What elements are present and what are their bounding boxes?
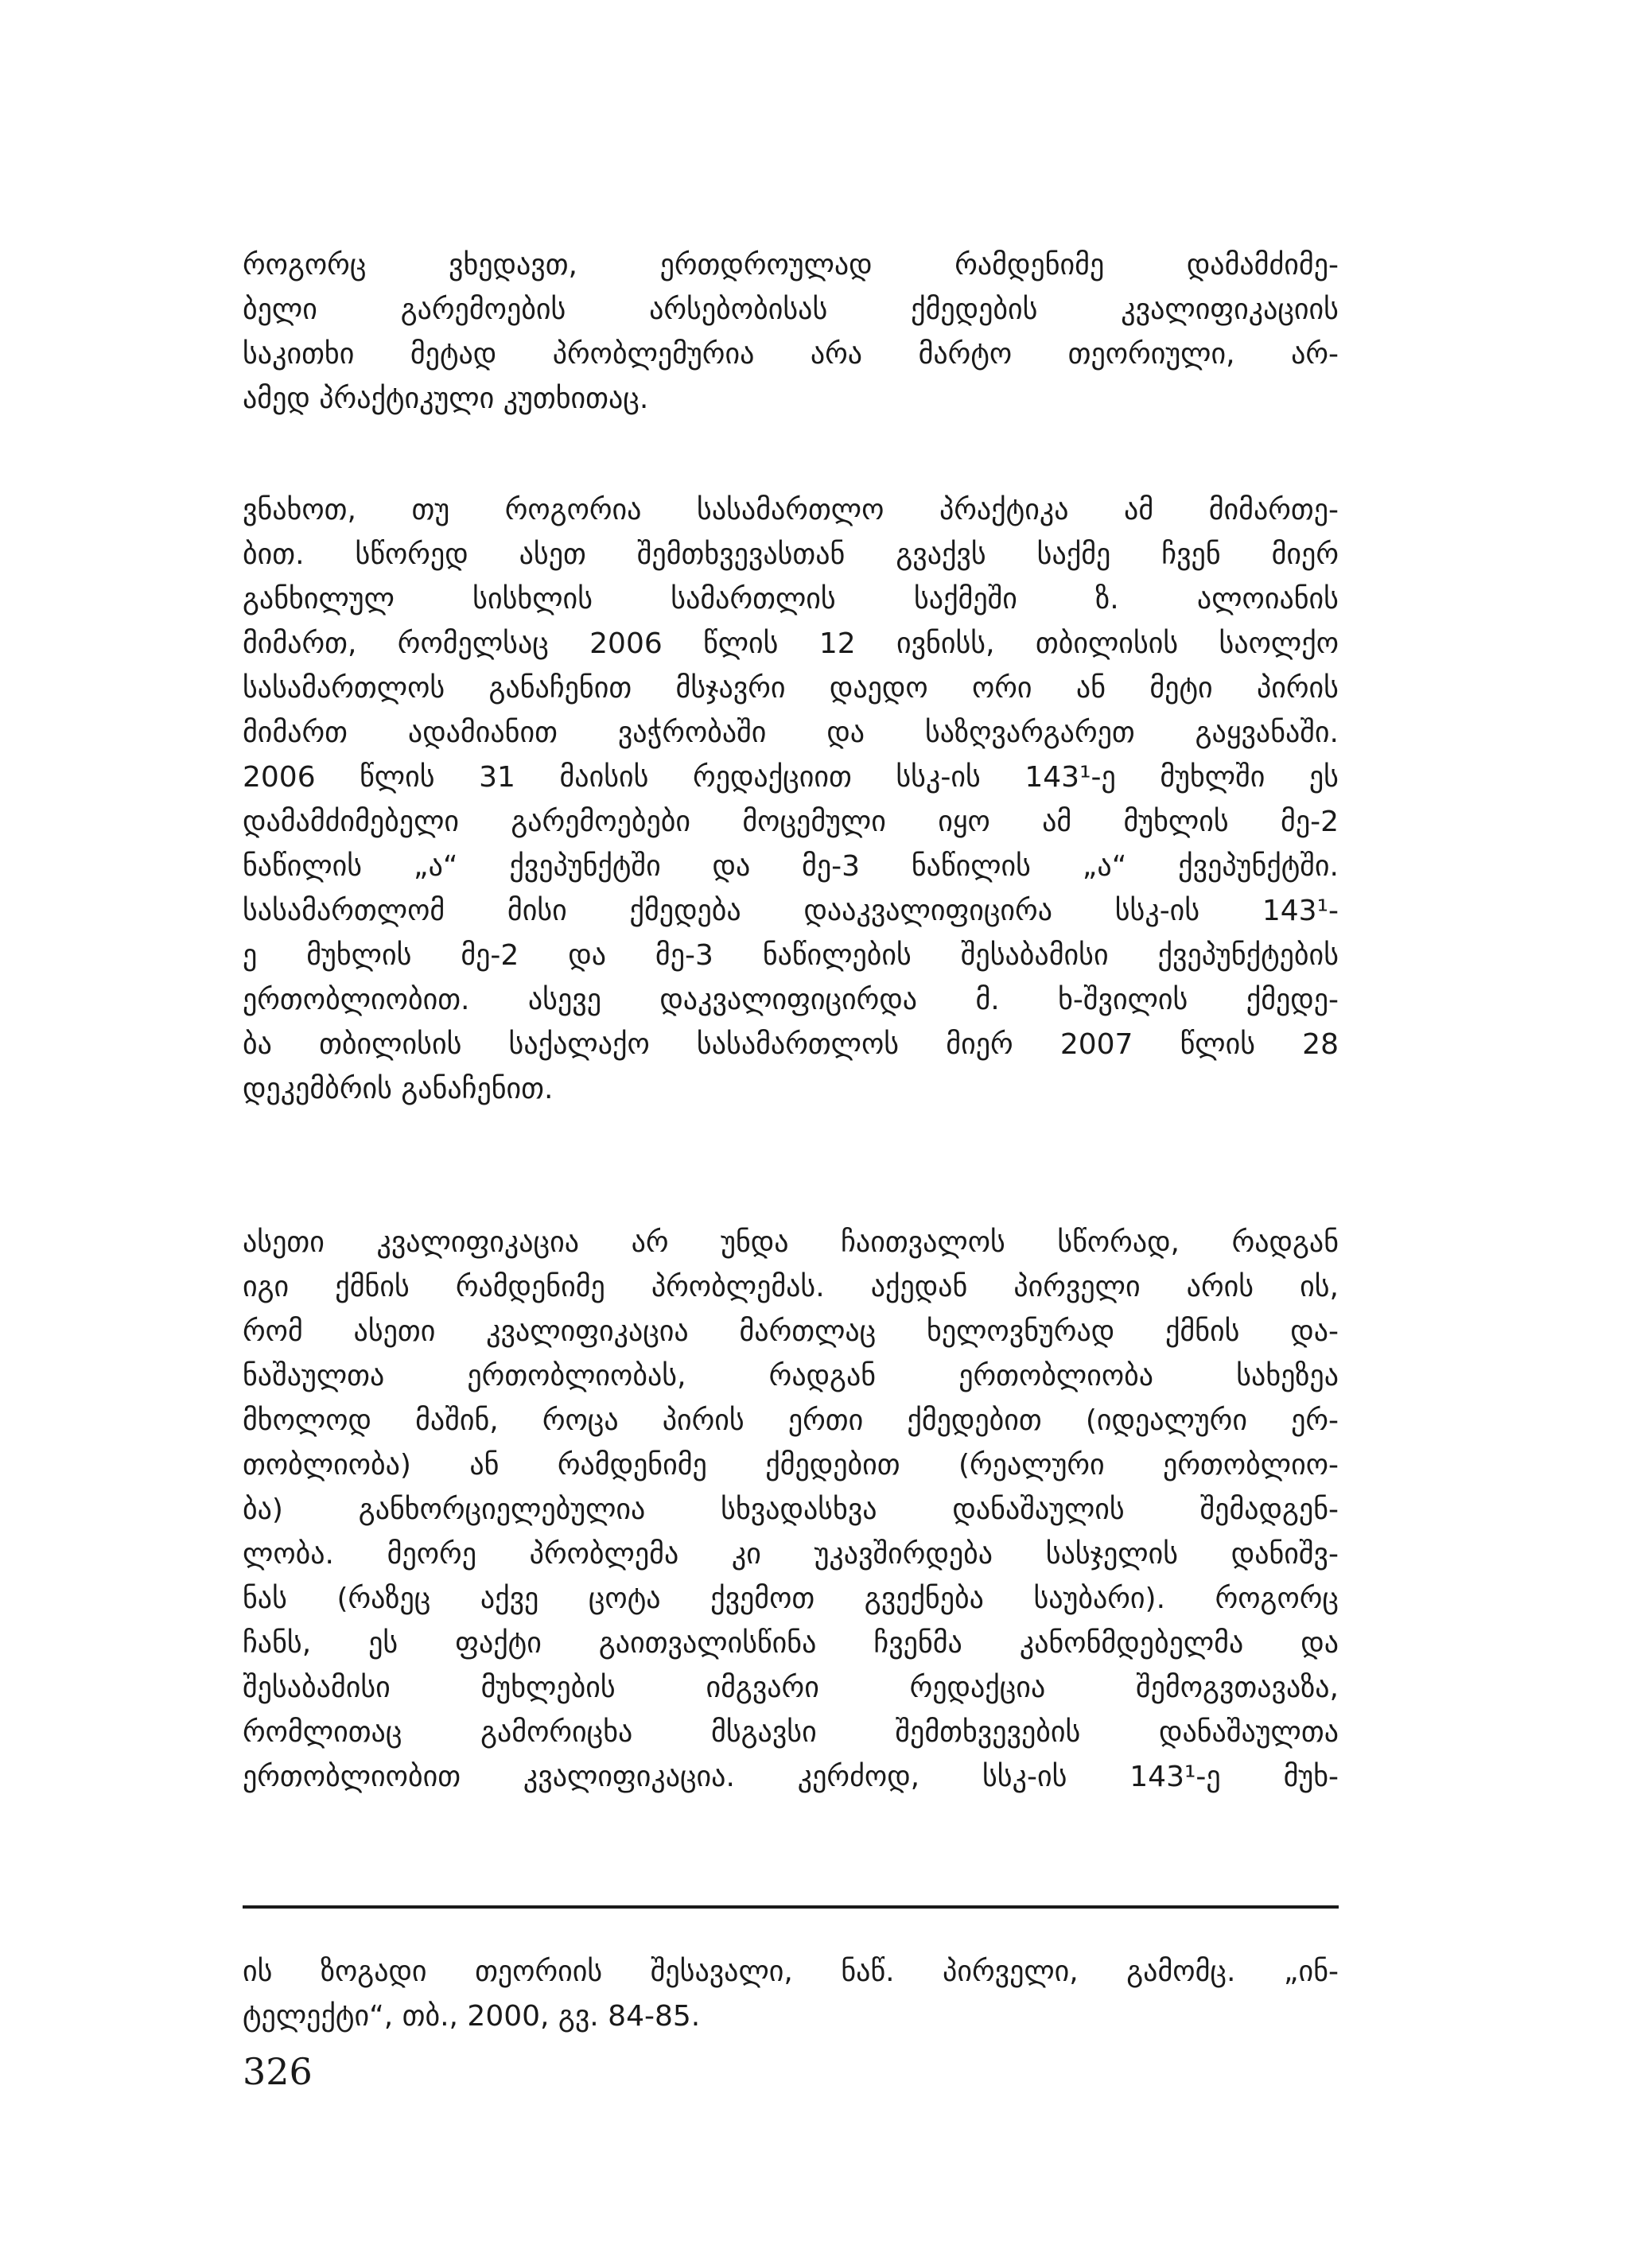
text-line: ბელი გარემოების არსებობისას ქმედების კვალიფიკაციის	[243, 293, 1339, 326]
text-line: საკითხი მეტად პრობლემურია არა მარტო თეორიული, არ-	[243, 338, 1339, 371]
text-line: რომ ასეთი კვალიფიკაცია მართლაც ხელოვნურად ქმნის და-	[243, 1315, 1339, 1348]
paragraph-1	[243, 243, 1339, 421]
text-line: სასამართლოს განაჩენით მსჯავრი დაედო ორი ან მეტი პირის	[243, 672, 1339, 705]
text-line: ნას (რაზეც აქვე ცოტა ქვემოთ გვექნება საუბარი). როგორც	[243, 1583, 1339, 1615]
text-line: განხილულ სისხლის სამართლის საქმეში ზ. ალოიანის	[243, 583, 1339, 616]
footnote-line: ტელექტი“, თბ., 2000, გვ. 84-85.	[243, 2000, 701, 2033]
text-line: ნაშაულთა ერთობლიობას, რადგან ერთობლიობა სახეზეა	[243, 1360, 1339, 1392]
text-line: 2006 წლის 31 მაისის რედაქციით სსკ-ის 143¹-ე მუხლში ეს	[243, 761, 1339, 794]
text-line: სასამართლომ მისი ქმედება დააკვალიფიცირა სსკ-ის 143¹-	[243, 895, 1339, 927]
text-line: მიმართ ადამიანით ვაჭრობაში და საზღვარგარეთ გაყვანაში.	[243, 717, 1339, 749]
text-line: როგორც ვხედავთ, ერთდროულად რამდენიმე დამამძიმე-	[243, 249, 1339, 282]
text-line: ბა თბილისის საქალაქო სასამართლოს მიერ 2007 წლის 28	[243, 1028, 1339, 1061]
footnote	[243, 1950, 1339, 2039]
text-line: ბა) განხორციელებულია სხვადასხვა დანაშაულის შემადგენ-	[243, 1493, 1339, 1526]
text-line: დამამძიმებელი გარემოებები მოცემული იყო ამ მუხლის მე-2	[243, 806, 1339, 838]
text-line: ერთობლიობით კვალიფიკაცია. კერძოდ, სსკ-ის 143¹-ე მუხ-	[243, 1761, 1339, 1793]
text-line: იგი ქმნის რამდენიმე პრობლემას. აქედან პირველი არის ის,	[243, 1271, 1339, 1303]
text-line: ნაწილის „ა“ ქვეპუნქტში და მე-3 ნაწილის „ა“ ქვეპუნქტში.	[243, 850, 1339, 883]
text-line: ვნახოთ, თუ როგორია სასამართლო პრაქტიკა ამ მიმართე-	[243, 494, 1339, 526]
footnote-divider	[243, 1905, 1339, 1909]
page-number: 326	[243, 2050, 313, 2093]
text-line: ე მუხლის მე-2 და მე-3 ნაწილების შესაბამისი ქვეპუნქტების	[243, 939, 1339, 972]
text-line: დეკემბრის განაჩენით.	[243, 1073, 554, 1105]
text-line: მხოლოდ მაშინ, როცა პირის ერთი ქმედებით (იდეალური ერ-	[243, 1404, 1339, 1437]
text-line: რომლითაც გამორიცხა მსგავსი შემთხვევების დანაშაულთა	[243, 1716, 1339, 1749]
paragraph-2	[243, 488, 1339, 1112]
text-line: ლობა. მეორე პრობლემა კი უკავშირდება სასჯელის დანიშვ-	[243, 1538, 1339, 1571]
text-line: ჩანს, ეს ფაქტი გაითვალისწინა ჩვენმა კანონმდებელმა და	[243, 1627, 1339, 1660]
text-line: მიმართ, რომელსაც 2006 წლის 12 ივნისს, თბილისის საოლქო	[243, 627, 1339, 660]
text-line: ამედ პრაქტიკული კუთხითაც.	[243, 383, 649, 415]
text-line: შესაბამისი მუხლების იმგვარი რედაქცია შემოგვთავაზა,	[243, 1672, 1339, 1704]
text-line: ერთობლიობით. ასევე დაკვალიფიცირდა მ. ხ-შვილის ქმედე-	[243, 984, 1339, 1016]
footnote-line: ის ზოგადი თეორიის შესავალი, ნაწ. პირველი, გამომც. „ინ-	[243, 1955, 1339, 1988]
text-line: ასეთი კვალიფიკაცია არ უნდა ჩაითვალოს სწორად, რადგან	[243, 1226, 1339, 1259]
paragraph-3	[243, 1221, 1339, 1800]
text-line: ბით. სწორედ ასეთ შემთხვევასთან გვაქვს საქმე ჩვენ მიერ	[243, 538, 1339, 571]
text-line: თობლიობა) ან რამდენიმე ქმედებით (რეალური ერთობლიო-	[243, 1449, 1339, 1482]
